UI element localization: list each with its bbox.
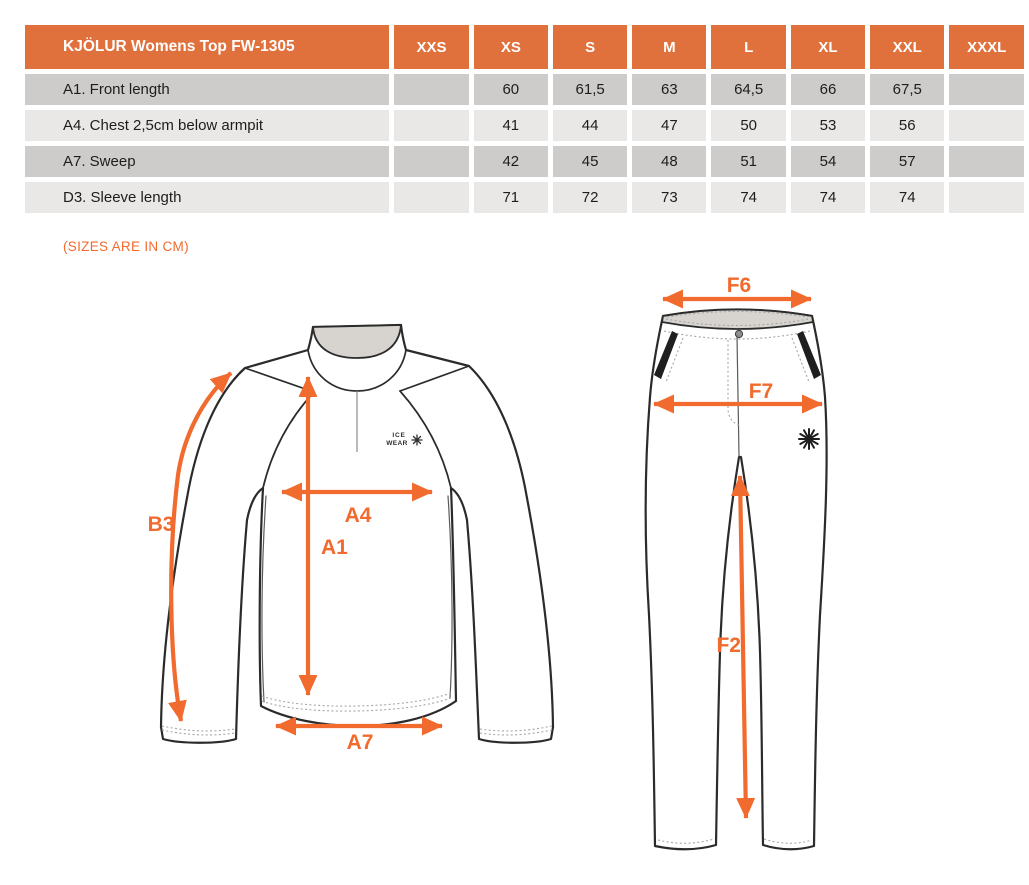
- size-value-cell: 67,5: [870, 74, 944, 105]
- size-value-cell: 45: [553, 146, 627, 177]
- size-value-cell: 74: [870, 182, 944, 213]
- size-value-cell: 41: [474, 110, 548, 141]
- f2-label: F2: [716, 634, 741, 657]
- waistband: [662, 310, 813, 330]
- size-header-xs: XS: [474, 25, 548, 69]
- size-value-cell: 51: [711, 146, 785, 177]
- size-header-xl: XL: [791, 25, 865, 69]
- size-value-cell: [949, 146, 1024, 177]
- table-row-sleeve-length: [25, 182, 1024, 213]
- brand-logo-snowflake-icon: [412, 435, 422, 445]
- row-label: A7. Sweep: [25, 146, 389, 177]
- row-label: D3. Sleeve length: [25, 182, 389, 213]
- units-note: (SIZES ARE IN CM): [63, 239, 189, 254]
- size-header-s: S: [553, 25, 627, 69]
- table-row-sweep: [25, 146, 1024, 177]
- size-value-cell: 42: [474, 146, 548, 177]
- size-value-cell: 57: [870, 146, 944, 177]
- size-value-cell: 48: [632, 146, 706, 177]
- size-value-cell: 74: [791, 182, 865, 213]
- size-value-cell: [394, 146, 468, 177]
- size-header-xxxl: XXXL: [949, 25, 1024, 69]
- a7-label: A7: [346, 731, 374, 754]
- size-value-cell: [394, 74, 468, 105]
- size-table-header: [25, 25, 1024, 69]
- size-value-cell: 74: [711, 182, 785, 213]
- brand-logo-text: WEAR: [386, 440, 408, 447]
- size-value-cell: 63: [632, 74, 706, 105]
- size-value-cell: 56: [870, 110, 944, 141]
- a4-label: A4: [344, 504, 372, 527]
- size-value-cell: [949, 110, 1024, 141]
- row-label: A4. Chest 2,5cm below armpit: [25, 110, 389, 141]
- size-value-cell: [394, 182, 468, 213]
- size-value-cell: 53: [791, 110, 865, 141]
- size-value-cell: 50: [711, 110, 785, 141]
- pants-outline: [646, 310, 827, 850]
- a1-label: A1: [321, 536, 348, 559]
- row-label: A1. Front length: [25, 74, 389, 105]
- size-header-xxl: XXL: [870, 25, 944, 69]
- size-value-cell: 66: [791, 74, 865, 105]
- top-garment-outline: [161, 325, 553, 743]
- size-value-cell: [949, 182, 1024, 213]
- size-value-cell: 61,5: [553, 74, 627, 105]
- top-measurement-diagram: [130, 285, 580, 785]
- size-header-xxs: XXS: [394, 25, 468, 69]
- f7-label: F7: [748, 380, 774, 403]
- pants-measurement-diagram: [600, 268, 855, 873]
- f6-label: F6: [726, 274, 752, 297]
- size-value-cell: 47: [632, 110, 706, 141]
- size-value-cell: 54: [791, 146, 865, 177]
- b3-label: B3: [147, 513, 175, 536]
- size-value-cell: 71: [474, 182, 548, 213]
- size-header-l: L: [711, 25, 785, 69]
- table-row-chest: [25, 110, 1024, 141]
- brand-logo-text: ICE: [392, 432, 406, 439]
- size-value-cell: 73: [632, 182, 706, 213]
- table-title: KJÖLUR Womens Top FW-1305: [25, 25, 389, 69]
- size-value-cell: 60: [474, 74, 548, 105]
- size-value-cell: [949, 74, 1024, 105]
- size-value-cell: 44: [553, 110, 627, 141]
- table-row-front-length: [25, 74, 1024, 105]
- size-value-cell: 72: [553, 182, 627, 213]
- size-value-cell: [394, 110, 468, 141]
- size-value-cell: 64,5: [711, 74, 785, 105]
- size-header-m: M: [632, 25, 706, 69]
- size-table: [20, 20, 1029, 218]
